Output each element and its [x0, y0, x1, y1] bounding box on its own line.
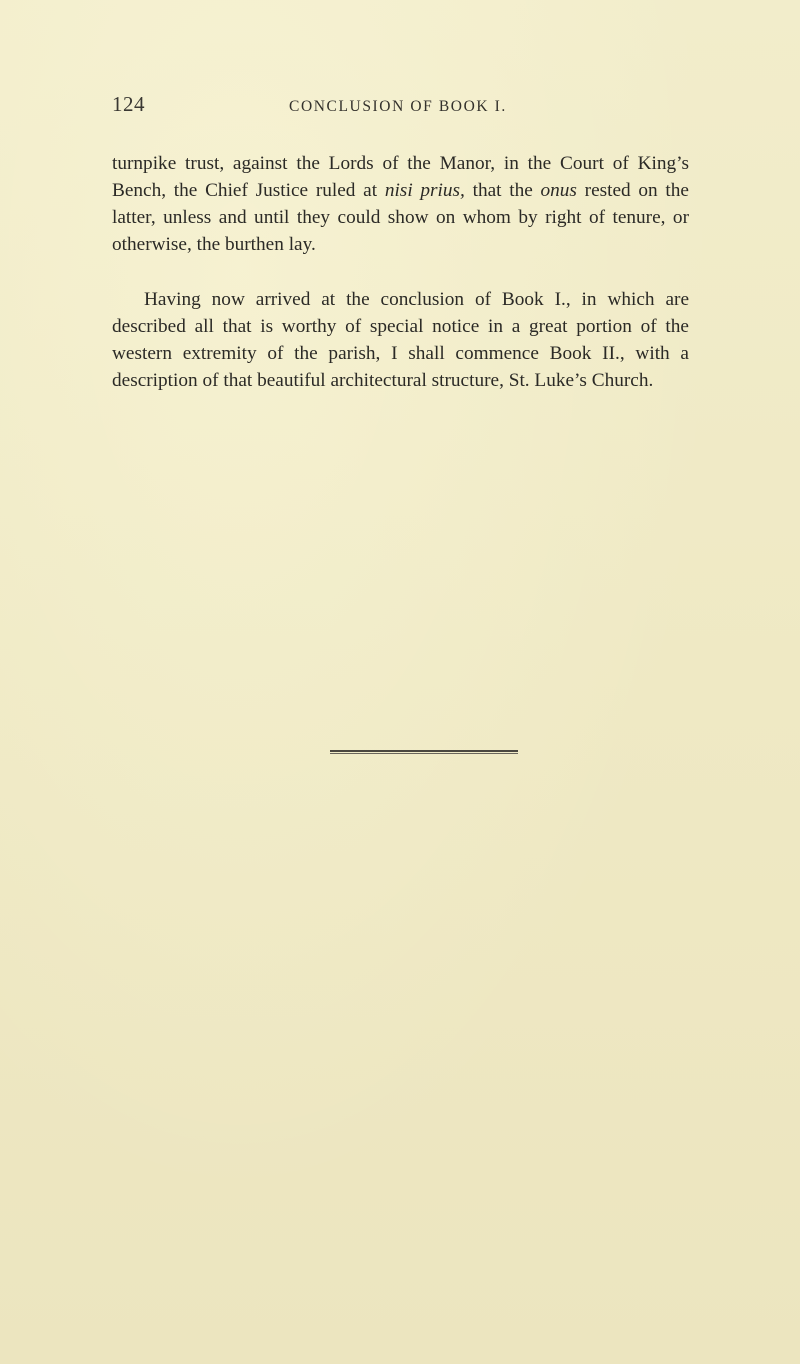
paragraph-1-text-b: that the — [464, 180, 541, 201]
section-end-rule — [330, 750, 518, 754]
page-number: 124 — [112, 92, 145, 116]
rule-line-bottom — [330, 753, 518, 754]
body-text — [112, 150, 689, 394]
running-head: CONCLUSION OF BOOK I. — [289, 98, 507, 115]
paragraph-1-italic-nisi-prius: nisi prius, — [384, 180, 465, 201]
rule-line-top — [330, 750, 518, 752]
paragraph-1-italic-onus: onus — [540, 180, 577, 201]
page-header — [112, 92, 712, 126]
paragraph-1-text-a: turnpike trust, against the Lords of the Manor, in the Court of King’s Bench, the Chief Justice ruled at — [112, 153, 689, 201]
paragraph-1-text-c: rested on the latter, unless and until they could show on whom by right of tenure, or otherwise, the burthen lay. — [112, 180, 689, 255]
paragraph-2: Having now arrived at the conclusion of Book I., in which are described all that is worthy of special notice in a great portion of the western extremity of the parish, I shall commence Book II., with a description of that beautiful architectural structure, St. Luke’s Church. — [112, 289, 689, 391]
paragraph-1 — [112, 150, 689, 258]
